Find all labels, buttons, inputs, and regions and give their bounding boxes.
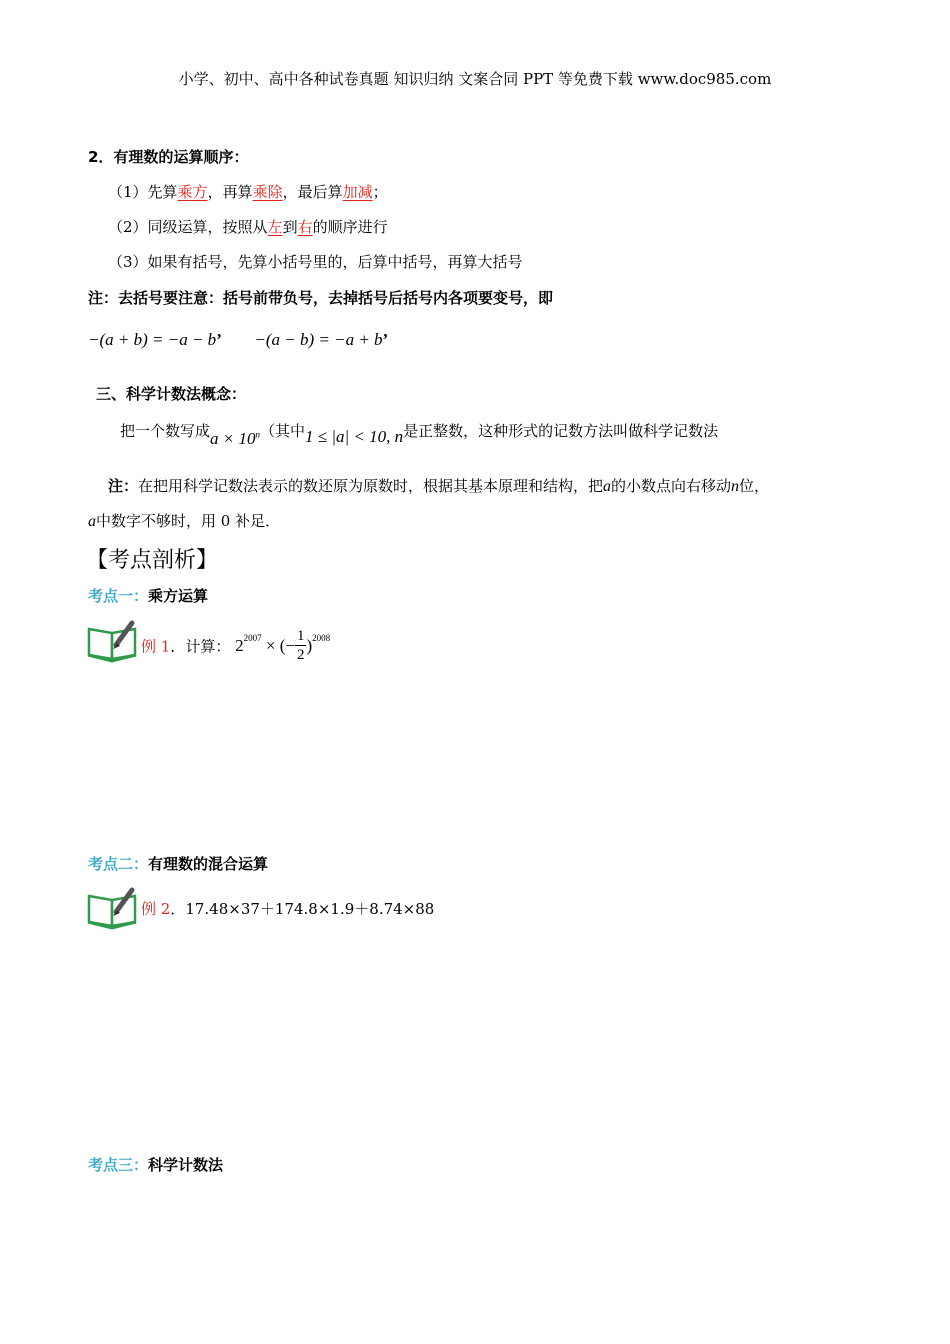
key-term: 加减 [342, 183, 373, 201]
kp3-heading [88, 1154, 223, 1175]
kp2-heading [88, 853, 268, 874]
exponent: n [255, 429, 260, 440]
order-item-2 [108, 216, 388, 237]
key-term: 乘方 [177, 183, 208, 201]
text: 在把用科学记数法表示的数还原为原数时，根据其基本原理和结构，把 [138, 477, 604, 495]
sci-title: 三、科学计数法概念： [96, 385, 247, 403]
analysis-title: 【考点剖析】 [86, 548, 219, 573]
note-label: 注： [108, 477, 139, 495]
var-a: a [603, 478, 612, 495]
sci-note-line1 [108, 475, 769, 496]
text: ，最后算 [282, 183, 343, 201]
example-2 [141, 898, 434, 919]
text: （2）同级运算，按照从 [108, 218, 268, 236]
separator: ’ [216, 330, 222, 349]
text: 的顺序进行 [312, 218, 388, 236]
kp-label: 考点三： [88, 1156, 149, 1174]
text: 到 [282, 218, 298, 236]
order-item-1 [108, 181, 388, 202]
kp-title: 科学计数法 [148, 1156, 224, 1174]
var-a: a [88, 513, 96, 530]
book-pencil-icon [86, 617, 142, 663]
example-1 [141, 628, 331, 664]
key-term: 右 [297, 218, 313, 236]
sci-condition: 1 ≤ |a| < 10, n [305, 427, 404, 446]
example-label: 例 1 [141, 637, 171, 656]
paren: ) [306, 636, 313, 656]
formula-brackets [88, 330, 388, 350]
text: 位， [739, 477, 770, 495]
book-pencil-icon [86, 884, 142, 930]
text: 是正整数，这种形式的记数方法叫做科学记数法 [403, 422, 719, 440]
text: ； [372, 183, 388, 201]
text: ．计算： [170, 637, 231, 656]
numerator: 1 [296, 628, 305, 644]
order-title: 2．有理数的运算顺序： [88, 148, 249, 166]
order-item-3: （3）如果有括号，先算小括号里的，后算中括号，再算大括号 [108, 253, 523, 271]
key-term: 乘除 [252, 183, 283, 201]
operator: × (− [261, 636, 295, 656]
note-brackets: 注：去括号要注意：括号前带负号，去掉括号后括号内各项要变号，即 [88, 289, 554, 307]
denominator: 2 [296, 647, 305, 663]
sci-note-line2 [88, 510, 280, 531]
page-header: 小学、初中、高中各种试卷真题 知识归纳 文案合同 PPT 等免费下载 www.doc985.com [178, 70, 772, 88]
sci-expression: a × 10 [210, 429, 256, 448]
sci-definition [120, 420, 719, 448]
kp1-heading [88, 585, 208, 606]
kp-title: 有理数的混合运算 [148, 855, 269, 873]
key-term: 左 [267, 218, 283, 236]
text: ，再算 [207, 183, 253, 201]
formula-left: −(a + b) = −a − b [88, 330, 217, 349]
text: （1）先算 [108, 183, 178, 201]
kp-label: 考点二： [88, 855, 149, 873]
exponent: 2008 [312, 633, 331, 644]
text: 把一个数写成 [120, 422, 211, 440]
text: 中数字不够时，用 0 补足． [96, 512, 281, 530]
text: ．17.48×37＋174.8×1.9＋8.74×88 [170, 900, 435, 918]
separator: ’ [382, 330, 389, 349]
exponent: 2007 [243, 633, 262, 644]
example-label: 例 2 [141, 900, 171, 918]
text: 的小数点向右移动 [611, 477, 732, 495]
text: （其中 [260, 422, 306, 440]
formula-right: −(a − b) = −a + b [254, 330, 383, 349]
kp-title: 乘方运算 [148, 587, 209, 605]
kp-label: 考点一： [88, 587, 149, 605]
var-n: n [731, 478, 740, 495]
base: 2 [235, 636, 244, 656]
